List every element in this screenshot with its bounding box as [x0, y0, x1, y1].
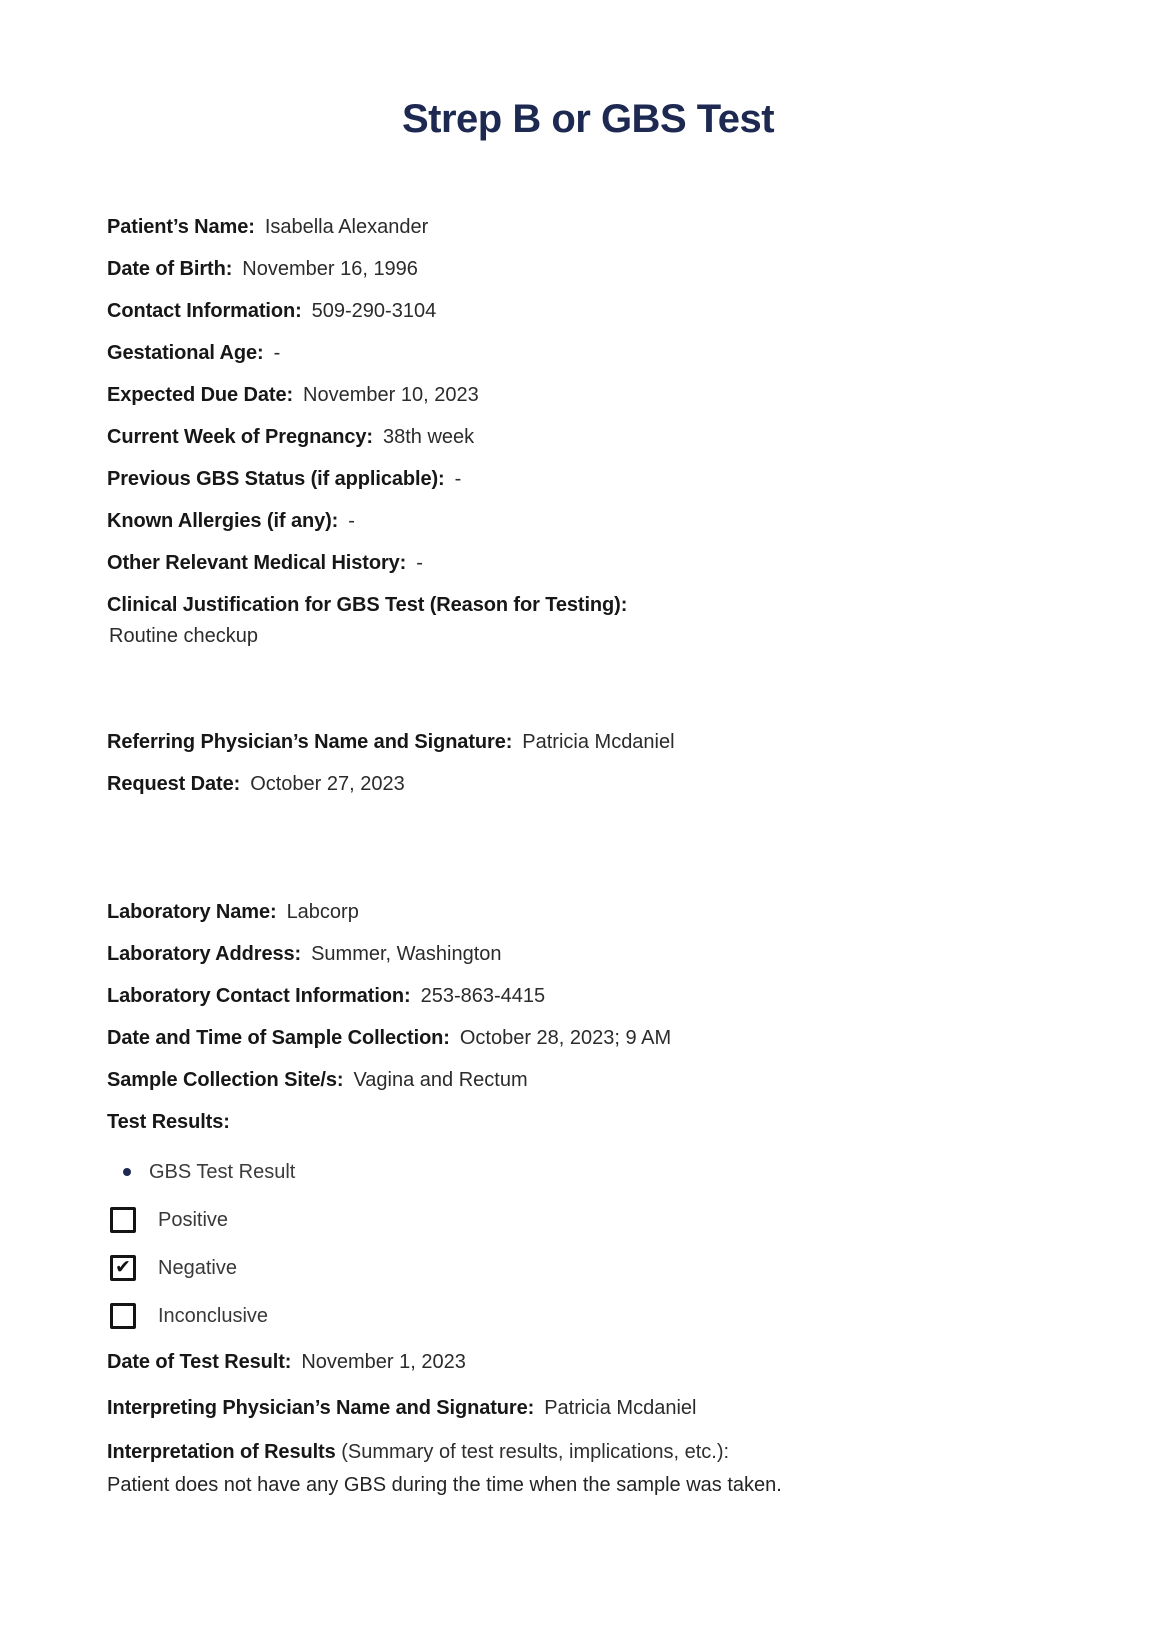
- test-results-heading: Test Results:: [107, 1111, 230, 1133]
- field-row-date-of-test-result: [107, 1350, 1036, 1374]
- negative-label: Negative: [158, 1256, 237, 1279]
- field-row-known-allergies: [107, 509, 1036, 533]
- page-title: Strep B or GBS Test: [401, 97, 775, 141]
- medical-history-label: Other Relevant Medical History:: [107, 552, 407, 574]
- test-results-heading-row: [107, 1110, 1036, 1134]
- inconclusive-checkbox[interactable]: [110, 1303, 136, 1329]
- patient-info-section: [107, 215, 1036, 648]
- interpreting-physician-value: Patricia Mcdaniel: [544, 1397, 697, 1419]
- checkbox-row-inconclusive: [107, 1302, 1036, 1330]
- checkbox-row-negative: [107, 1254, 1036, 1282]
- patient-name-value: Isabella Alexander: [264, 216, 429, 238]
- field-row-interpreting-physician: [107, 1396, 1036, 1420]
- interpretation-of-results-label: Interpretation of Results: [107, 1441, 336, 1463]
- interpretation-text: Patient does not have any GBS during the time when the sample was taken.: [107, 1474, 782, 1496]
- negative-checkbox[interactable]: [110, 1255, 136, 1281]
- current-week-value: 38th week: [382, 426, 475, 448]
- date-of-birth-value: November 16, 1996: [242, 258, 418, 280]
- field-row-request-date: [107, 772, 1036, 796]
- field-row-laboratory-contact: [107, 984, 1036, 1008]
- inconclusive-label: Inconclusive: [158, 1304, 269, 1327]
- field-row-patient-name: [107, 215, 1036, 239]
- result-options-group: [107, 1206, 1036, 1330]
- contact-information-label: Contact Information:: [107, 300, 302, 322]
- document-content: [0, 215, 1176, 1497]
- current-week-label: Current Week of Pregnancy:: [107, 426, 373, 448]
- date-of-test-result-label: Date of Test Result:: [107, 1351, 292, 1373]
- laboratory-contact-value: 253-863-4415: [420, 985, 546, 1007]
- known-allergies-label: Known Allergies (if any):: [107, 510, 339, 532]
- field-row-referring-physician: [107, 730, 1036, 754]
- laboratory-address-label: Laboratory Address:: [107, 943, 302, 965]
- gbs-test-result-label: GBS Test Result: [149, 1161, 296, 1183]
- known-allergies-value: -: [348, 510, 355, 532]
- date-of-birth-label: Date of Birth:: [107, 258, 233, 280]
- laboratory-address-value: Summer, Washington: [311, 943, 502, 965]
- bullet-icon: [123, 1168, 131, 1176]
- sample-collection-site-value: Vagina and Rectum: [353, 1069, 528, 1091]
- field-row-sample-collection-datetime: [107, 1026, 1036, 1050]
- field-row-expected-due-date: [107, 383, 1036, 407]
- previous-gbs-status-label: Previous GBS Status (if applicable):: [107, 468, 445, 490]
- interpretation-heading-row: [107, 1440, 1036, 1464]
- interpretation-subtitle: (Summary of test results, implications, etc.):: [335, 1441, 730, 1463]
- laboratory-name-value: Labcorp: [286, 901, 359, 923]
- checkbox-mark-checked: ✔: [115, 1255, 131, 1278]
- sample-collection-site-label: Sample Collection Site/s:: [107, 1069, 344, 1091]
- request-date-label: Request Date:: [107, 773, 241, 795]
- sample-collection-datetime-label: Date and Time of Sample Collection:: [107, 1027, 450, 1049]
- field-row-previous-gbs-status: [107, 467, 1036, 491]
- clinical-justification-value: Routine checkup: [109, 625, 258, 647]
- field-row-gestational-age: [107, 341, 1036, 365]
- field-row-laboratory-address: [107, 942, 1036, 966]
- field-row-clinical-justification: [107, 593, 1036, 617]
- field-row-contact-information: [107, 299, 1036, 323]
- expected-due-date-label: Expected Due Date:: [107, 384, 294, 406]
- positive-checkbox[interactable]: [110, 1207, 136, 1233]
- date-of-test-result-value: November 1, 2023: [301, 1351, 466, 1373]
- field-row-date-of-birth: [107, 257, 1036, 281]
- referral-section: [107, 730, 1036, 796]
- referring-physician-label: Referring Physician’s Name and Signature:: [107, 731, 513, 753]
- field-row-current-week: [107, 425, 1036, 449]
- field-row-medical-history: [107, 551, 1036, 575]
- request-date-value: October 27, 2023: [250, 773, 405, 795]
- field-row-sample-collection-site: [107, 1068, 1036, 1092]
- laboratory-contact-label: Laboratory Contact Information:: [107, 985, 411, 1007]
- field-row-laboratory-name: [107, 900, 1036, 924]
- result-summary-section: [107, 1350, 1036, 1497]
- laboratory-section: [107, 900, 1036, 1497]
- expected-due-date-value: November 10, 2023: [303, 384, 479, 406]
- previous-gbs-status-value: -: [454, 468, 462, 490]
- positive-label: Positive: [158, 1208, 229, 1231]
- laboratory-name-label: Laboratory Name:: [107, 901, 277, 923]
- patient-name-label: Patient’s Name:: [107, 216, 255, 238]
- referring-physician-value: Patricia Mcdaniel: [522, 731, 675, 753]
- interpreting-physician-label: Interpreting Physician’s Name and Signature:: [107, 1397, 535, 1419]
- gestational-age-label: Gestational Age:: [107, 342, 264, 364]
- sample-collection-datetime-value: October 28, 2023; 9 AM: [459, 1027, 672, 1049]
- clinical-justification-value-row: [107, 624, 1036, 648]
- contact-information-value: 509-290-3104: [311, 300, 437, 322]
- gestational-age-value: -: [273, 342, 281, 364]
- gbs-test-result-bullet-item: [107, 1160, 1036, 1184]
- medical-history-value: -: [416, 552, 423, 574]
- clinical-justification-label: Clinical Justification for GBS Test (Reason for Testing):: [107, 594, 628, 616]
- checkbox-row-positive: [107, 1206, 1036, 1234]
